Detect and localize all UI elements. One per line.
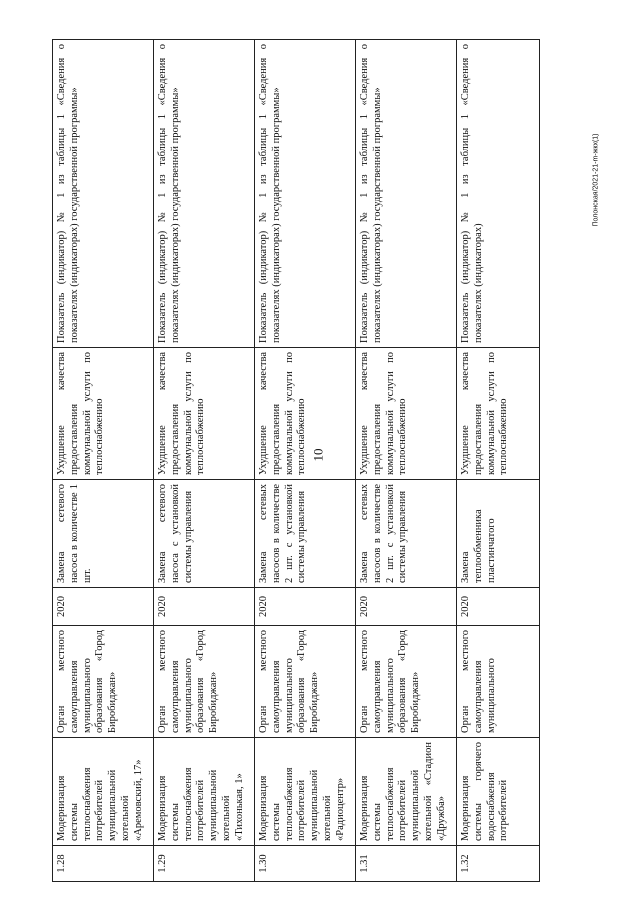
row-number: 1.32	[457, 846, 540, 882]
row-number: 1.30	[255, 846, 356, 882]
measure-name: Модернизация системы теплоснабжения потребителей муниципальной котельной «Радиоцентр»	[255, 738, 356, 846]
year: 2020	[154, 588, 255, 626]
measure-name: Модернизация системы горячего водоснабжения потребителей	[457, 738, 540, 846]
executor: Орган местного самоуправления муниципального	[457, 626, 540, 738]
measure-name: Модернизация системы теплоснабжения потребителей муниципальной котельной «Стадион «Дружба»	[356, 738, 457, 846]
expected-result: Замена сетевых насосов в количестве 2 шт. с установкой системы управления	[255, 480, 356, 588]
table-row	[154, 40, 255, 882]
indicator: Показатель (индикатор) № 1 из таблицы 1 «Сведения о показателях (индикаторах) государственной программы»	[154, 40, 255, 348]
row-number: 1.28	[53, 846, 154, 882]
year: 2020	[255, 588, 356, 626]
measure-name: Модернизация системы теплоснабжения потребителей муниципальной котельной «Аремовский, 17»	[53, 738, 154, 846]
indicator: Показатель (индикатор) № 1 из таблицы 1 «Сведения о показателях (индикаторах) государственной программы»	[53, 40, 154, 348]
table-row	[457, 40, 540, 882]
expected-result: Замена сетевого насоса в количестве 1 шт.	[53, 480, 154, 588]
consequence: Ухудшение качества предоставления коммунальной услуги по теплоснабжению	[457, 348, 540, 480]
executor: Орган местного самоуправления муниципального образования «Город Биробиджан»	[356, 626, 457, 738]
page-number: 10	[310, 448, 326, 462]
consequence: Ухудшение качества предоставления коммунальной услуги по теплоснабжению	[255, 348, 356, 480]
consequence: Ухудшение качества предоставления коммунальной услуги по теплоснабжению	[53, 348, 154, 480]
measures-table-wrapper	[52, 40, 510, 882]
year: 2020	[53, 588, 154, 626]
indicator: Показатель (индикатор) № 1 из таблицы 1 «Сведения о показателях (индикаторах)	[457, 40, 540, 348]
executor: Орган местного самоуправления муниципального образования «Город Биробиджан»	[53, 626, 154, 738]
indicator: Показатель (индикатор) № 1 из таблицы 1 «Сведения о показателях (индикаторах) государственной программы»	[356, 40, 457, 348]
table-row	[53, 40, 154, 882]
footer-code: Полонская/2021-21-m-жкх(1)	[592, 133, 600, 227]
year: 2020	[457, 588, 540, 626]
indicator: Показатель (индикатор) № 1 из таблицы 1 «Сведения о показателях (индикаторах) государственной программы»	[255, 40, 356, 348]
expected-result: Замена сетевых насосов в количестве 2 шт. с установкой системы управления	[356, 480, 457, 588]
table-row	[255, 40, 356, 882]
row-number: 1.29	[154, 846, 255, 882]
consequence: Ухудшение качества предоставления коммунальной услуги по теплоснабжению	[154, 348, 255, 480]
expected-result: Замена сетевого насоса с установкой системы управления	[154, 480, 255, 588]
consequence: Ухудшение качества предоставления коммунальной услуги по теплоснабжению	[356, 348, 457, 480]
year: 2020	[356, 588, 457, 626]
measure-name: Модернизация системы теплоснабжения потребителей муниципальной котельной «Тихонькая, 1»	[154, 738, 255, 846]
executor: Орган местного самоуправления муниципального образования «Город Биробиджан»	[255, 626, 356, 738]
expected-result: Замена теплообменника пластинчатого	[457, 480, 540, 588]
executor: Орган местного самоуправления муниципального образования «Город Биробиджан»	[154, 626, 255, 738]
table-row	[356, 40, 457, 882]
row-number: 1.31	[356, 846, 457, 882]
measures-table	[52, 39, 540, 882]
